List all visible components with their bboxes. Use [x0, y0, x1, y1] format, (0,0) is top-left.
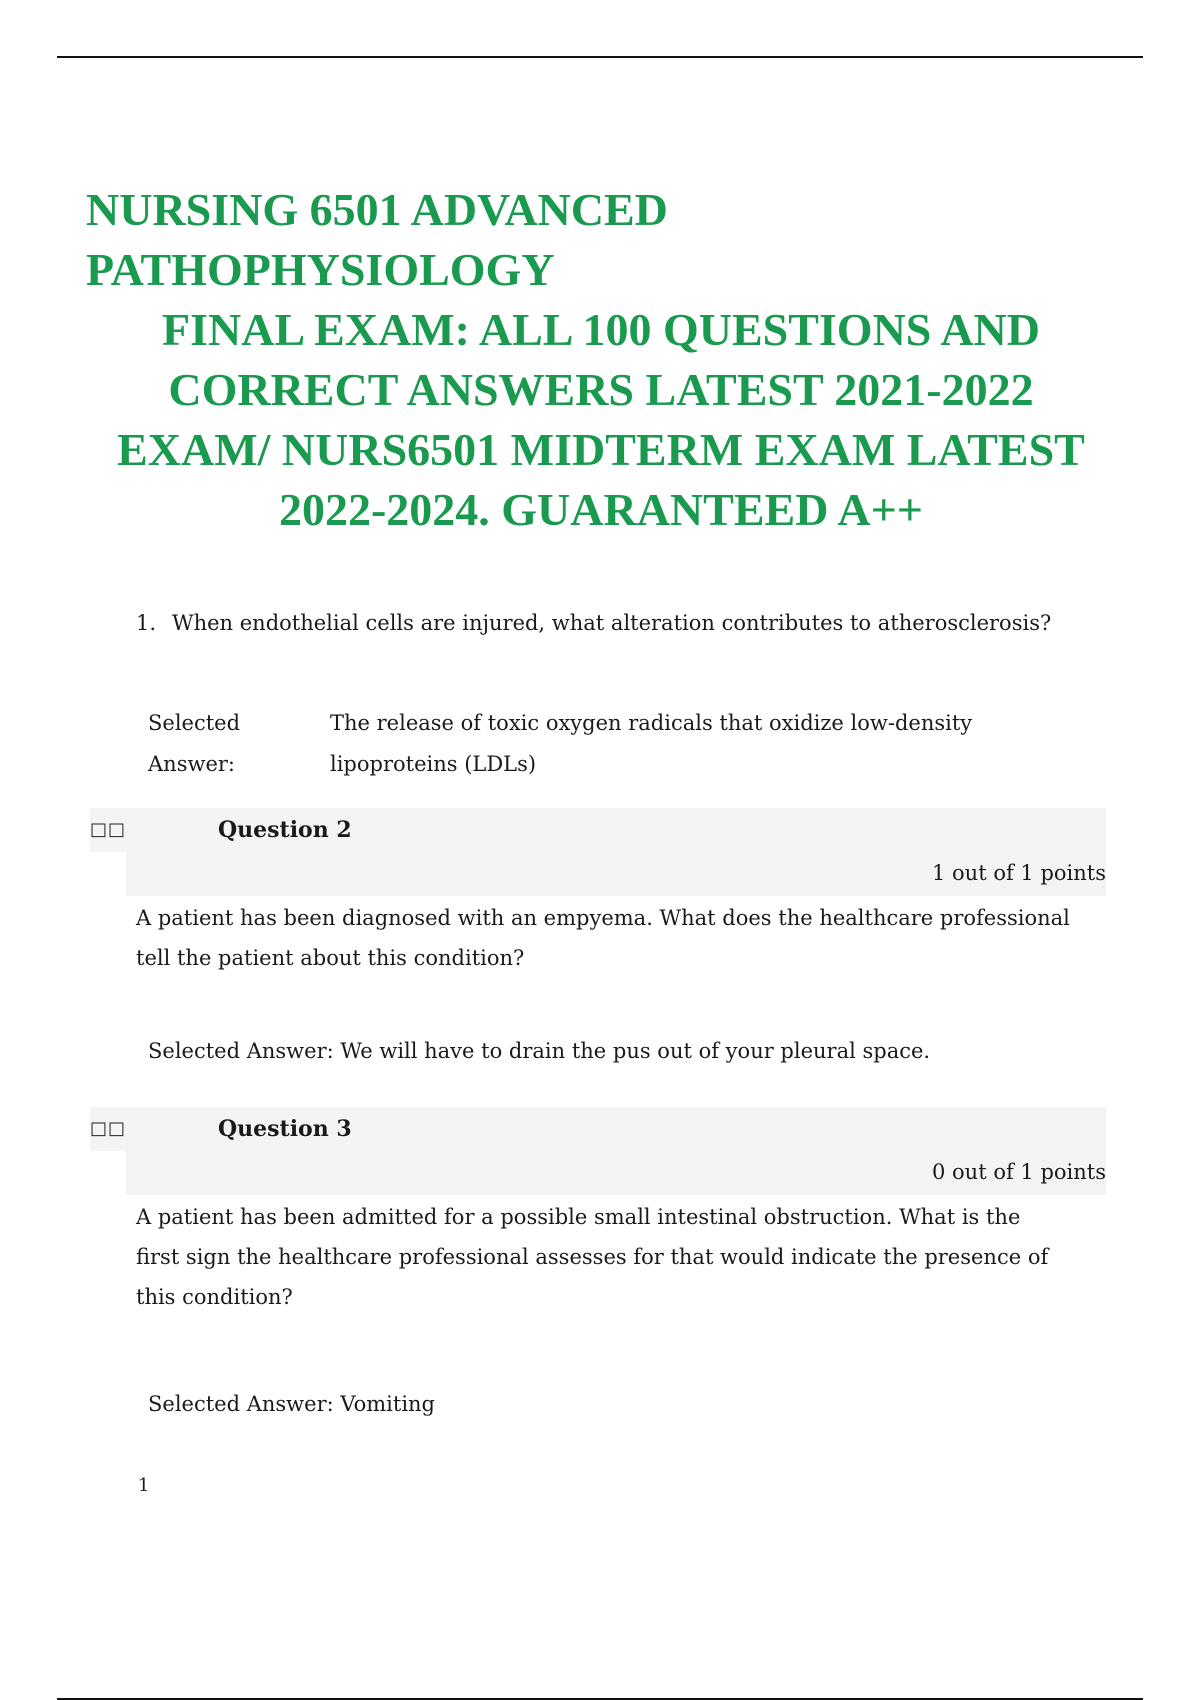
question-text-line: A patient has been diagnosed with an empyema. What does the healthcare professional [136, 906, 1070, 930]
selected-answer-text [330, 703, 1030, 785]
selected-answer: Selected Answer: We will have to drain the pus out of your pleural space. [148, 1039, 931, 1063]
question-text-line: first sign the healthcare professional assesses for that would indicate the presence of [136, 1245, 1049, 1269]
points-bar [126, 1151, 1106, 1195]
question-text-line: this condition? [136, 1285, 293, 1309]
points-score: 0 out of 1 points [932, 1160, 1106, 1184]
title-line: EXAM/ NURS6501 MIDTERM EXAM LATEST [117, 424, 1085, 475]
question-text-line: A patient has been admitted for a possible small intestinal obstruction. What is the [136, 1205, 1021, 1229]
points-bar [126, 852, 1106, 896]
title-line: 2022-2024. GUARANTEED A++ [278, 484, 924, 535]
title-line: NURSING 6501 ADVANCED [86, 184, 668, 235]
selected-answer-label [148, 703, 308, 785]
selected-label-line: Answer: [148, 752, 235, 776]
title-line: PATHOPHYSIOLOGY [86, 244, 555, 295]
question-number: 1. [136, 611, 157, 635]
selected-label-line: Selected [148, 711, 241, 735]
points-score: 1 out of 1 points [932, 861, 1106, 885]
question-text-line: tell the patient about this condition? [136, 946, 525, 970]
question-2-block [90, 808, 1106, 1066]
answer-line: The release of toxic oxygen radicals that oxidize low-density [330, 711, 973, 735]
question-header [90, 1107, 1106, 1151]
question-text: When endothelial cells are injured, what alteration contributes to atherosclerosis? [172, 611, 1052, 635]
question-title: Question 3 [218, 1116, 352, 1142]
question-3-block [90, 1107, 1106, 1419]
question-text [136, 1197, 1056, 1317]
title-line: FINAL EXAM: ALL 100 QUESTIONS AND [162, 304, 1040, 355]
question-header [90, 808, 1106, 852]
question-title: Question 2 [218, 817, 352, 843]
title-line: CORRECT ANSWERS LATEST 2021-2022 [168, 364, 1034, 415]
document-title [86, 180, 1116, 540]
answer-line: lipoproteins (LDLs) [330, 752, 537, 776]
checkbox-icon: □□ [90, 1118, 127, 1139]
question-text [136, 898, 1070, 978]
checkbox-icon: □□ [90, 819, 127, 840]
page-number: 1 [138, 1475, 150, 1496]
top-rule [57, 56, 1143, 58]
selected-answer: Selected Answer: Vomiting [148, 1392, 435, 1416]
question-1-prompt [136, 608, 1051, 638]
